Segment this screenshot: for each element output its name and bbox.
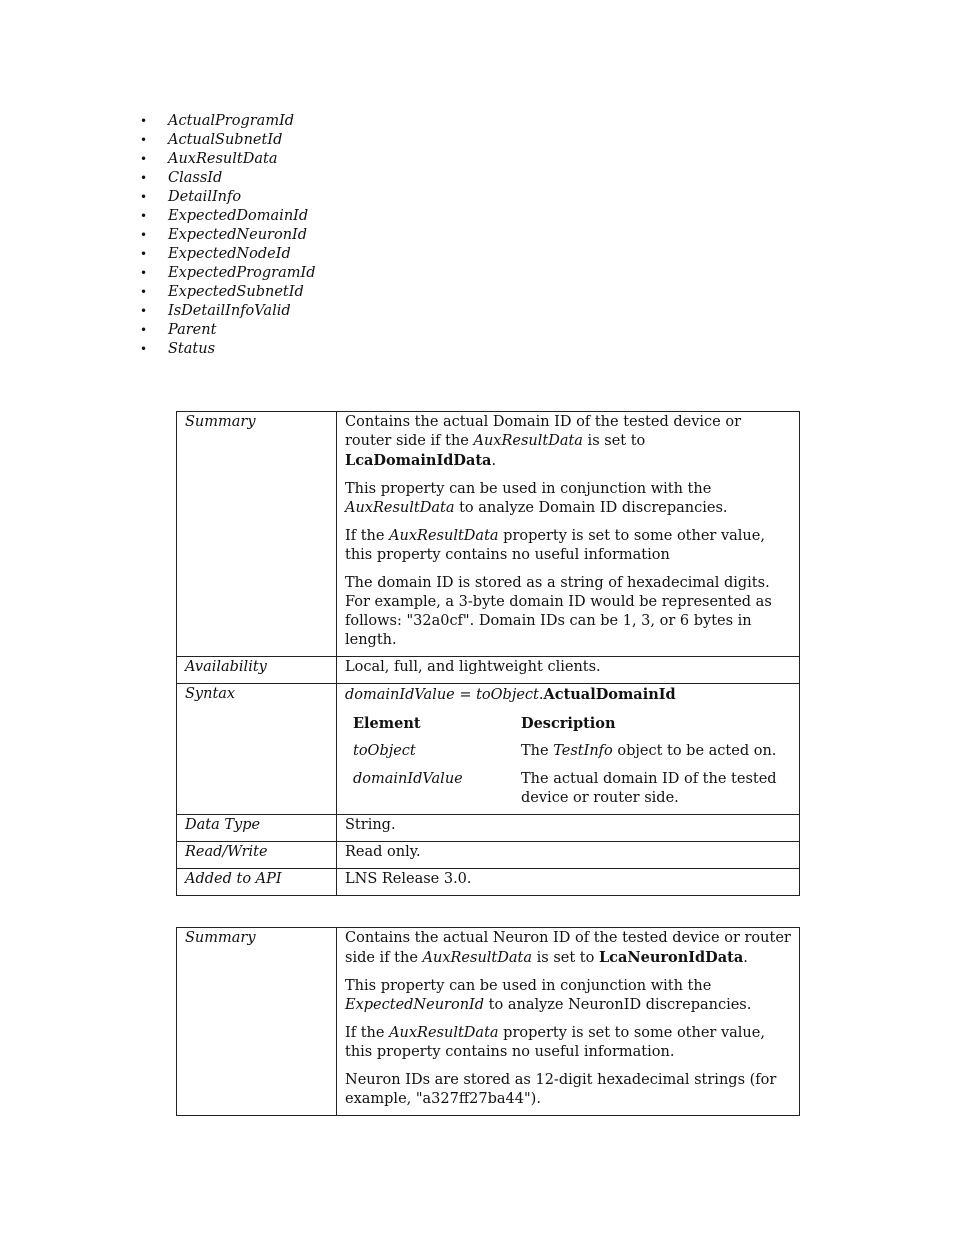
list-item: • ExpectedNeuronId bbox=[140, 227, 308, 243]
added-to-api-value: LNS Release 3.0. bbox=[337, 869, 800, 896]
syntax-element-table bbox=[345, 714, 791, 808]
table-row bbox=[177, 684, 800, 815]
list-item: • ClassId bbox=[140, 170, 223, 186]
summary-paragraph: Neuron IDs are stored as 12-digit hexadecimal strings (for example, "a327ff27ba44"). bbox=[345, 1072, 777, 1107]
list-item: • Parent bbox=[140, 322, 217, 338]
list-item: • ActualSubnetId bbox=[140, 132, 283, 148]
property-bullet-list bbox=[140, 112, 315, 359]
data-type-value: String. bbox=[337, 815, 800, 842]
summary-paragraph: If the AuxResultData property is set to some other value, this property contains no useful information bbox=[345, 528, 765, 563]
element-description: The actual domain ID of the tested device or router side. bbox=[521, 771, 777, 806]
bullet-icon: • bbox=[140, 171, 148, 185]
bullet-icon: • bbox=[140, 190, 148, 204]
syntax-label: Syntax bbox=[177, 684, 337, 815]
summary-paragraph: This property can be used in conjunction with the ExpectedNeuronId to analyze NeuronID discrepancies. bbox=[345, 978, 752, 1013]
element-name: toObject bbox=[353, 743, 416, 759]
table-row bbox=[177, 412, 800, 657]
read-write-label: Read/Write bbox=[177, 842, 337, 869]
summary-paragraph: Contains the actual Neuron ID of the tested device or router side if the AuxResultData is set to LcaNeuronIdData. bbox=[345, 930, 791, 966]
syntax-expression: domainIdValue = toObject.ActualDomainId bbox=[345, 686, 676, 703]
element-name: domainIdValue bbox=[353, 771, 463, 787]
summary-paragraph: The domain ID is stored as a string of hexadecimal digits. For example, a 3-byte domain ID would be represented as follows: "32a0cf". Domain IDs can be 1, 3, or 6 bytes in length. bbox=[345, 575, 772, 648]
actual-domain-id-table bbox=[176, 411, 800, 896]
list-item: • ExpectedProgramId bbox=[140, 265, 316, 281]
bullet-icon: • bbox=[140, 133, 148, 147]
summary-cell bbox=[337, 412, 800, 657]
list-item: • Status bbox=[140, 341, 216, 357]
table-row bbox=[345, 742, 791, 770]
list-item: • ActualProgramId bbox=[140, 113, 295, 129]
availability-value: Local, full, and lightweight clients. bbox=[337, 657, 800, 684]
summary-label: Summary bbox=[177, 928, 337, 1116]
syntax-cell bbox=[337, 684, 800, 815]
data-type-label: Data Type bbox=[177, 815, 337, 842]
list-item: • DetailInfo bbox=[140, 189, 242, 205]
element-header: Element bbox=[353, 715, 421, 732]
summary-paragraph: Contains the actual Domain ID of the tested device or router side if the AuxResultData is set to LcaDomainIdData. bbox=[345, 414, 742, 469]
actual-neuron-id-table bbox=[176, 927, 800, 1116]
table-row bbox=[177, 815, 800, 842]
bullet-icon: • bbox=[140, 266, 148, 280]
summary-label: Summary bbox=[177, 412, 337, 657]
bullet-icon: • bbox=[140, 247, 148, 261]
summary-cell bbox=[337, 928, 800, 1116]
table-row bbox=[177, 928, 800, 1116]
summary-paragraph: If the AuxResultData property is set to some other value, this property contains no useful information. bbox=[345, 1025, 765, 1060]
bullet-icon: • bbox=[140, 228, 148, 242]
table-row bbox=[177, 657, 800, 684]
bullet-icon: • bbox=[140, 323, 148, 337]
bullet-icon: • bbox=[140, 304, 148, 318]
table-row bbox=[345, 770, 791, 808]
list-item: • IsDetailInfoValid bbox=[140, 303, 291, 319]
list-item: • ExpectedNodeId bbox=[140, 246, 291, 262]
table-row bbox=[177, 842, 800, 869]
list-item: • ExpectedSubnetId bbox=[140, 284, 304, 300]
added-to-api-label: Added to API bbox=[177, 869, 337, 896]
element-description: The TestInfo object to be acted on. bbox=[521, 743, 777, 759]
bullet-icon: • bbox=[140, 342, 148, 356]
description-header: Description bbox=[521, 715, 616, 732]
summary-paragraph: This property can be used in conjunction with the AuxResultData to analyze Domain ID discrepancies. bbox=[345, 481, 728, 516]
bullet-icon: • bbox=[140, 152, 148, 166]
bullet-icon: • bbox=[140, 285, 148, 299]
table-row bbox=[177, 869, 800, 896]
bullet-icon: • bbox=[140, 114, 148, 128]
read-write-value: Read only. bbox=[337, 842, 800, 869]
bullet-icon: • bbox=[140, 209, 148, 223]
list-item: • ExpectedDomainId bbox=[140, 208, 309, 224]
availability-label: Availability bbox=[177, 657, 337, 684]
table-row bbox=[345, 714, 791, 742]
list-item: • AuxResultData bbox=[140, 151, 278, 167]
